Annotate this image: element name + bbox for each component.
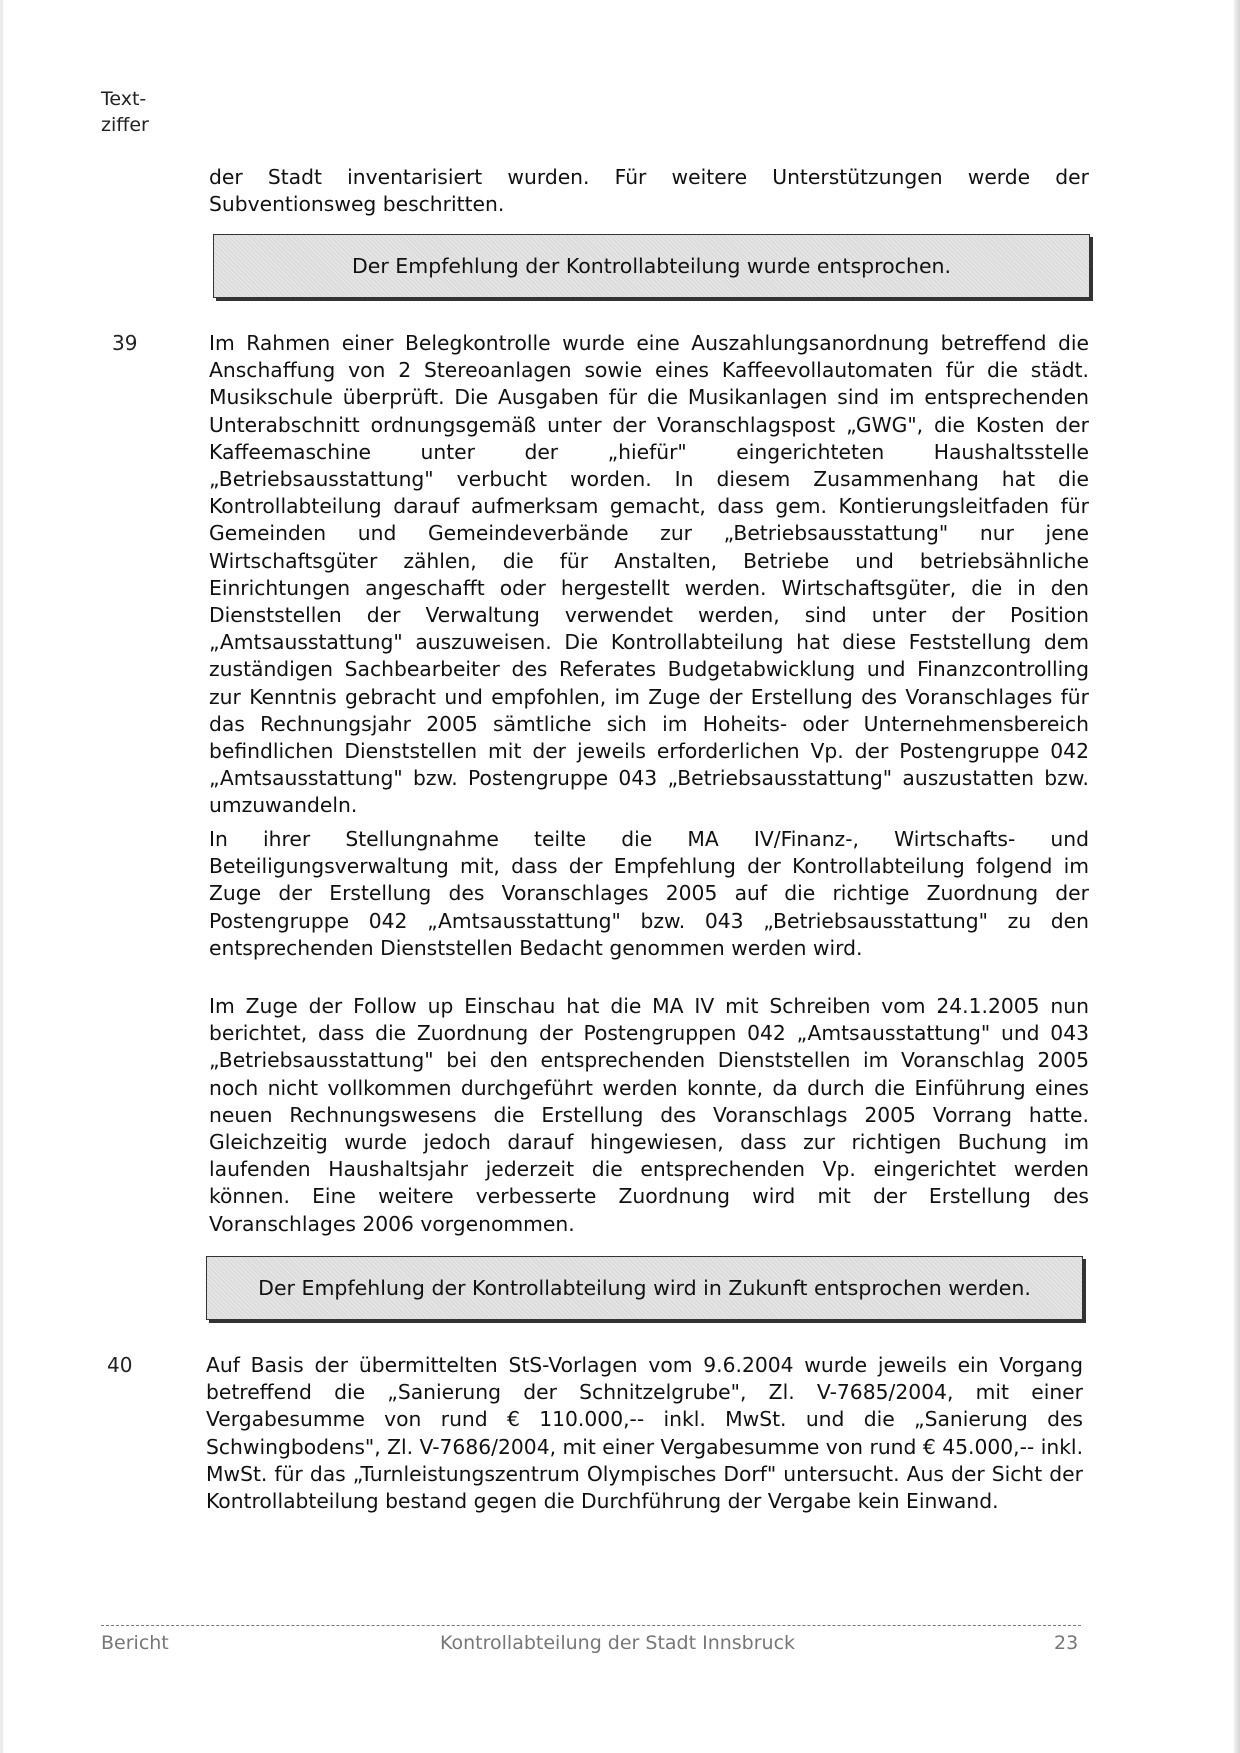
footer-center: Kontrollabteilung der Stadt Innsbruck: [440, 1632, 796, 1654]
paragraph-39-a: Im Rahmen einer Belegkontrolle wurde eine Auszahlungsanordnung betreffend die Anschaffung von 2 Stereoanlagen sowie eines Kaffeevollautomaten für die städt. Musikschule überprüft. Die Ausgaben für die Musikanlagen sind im entsprechenden Unterabschnitt ordnungsgemäß unter der Voranschlagspost „GWG", die Kosten der Kaffeemaschine unter der „hiefür" eingerichteten Haushaltsstelle „Betriebsausstattung" verbucht worden. In diesem Zusammenhang hat die Kontrollabteilung darauf aufmerksam gemacht, dass gem. Kontierungsleitfaden für Gemeinden und Gemeindeverbände zur „Betriebsausstattung" nur jene Wirtschaftsgüter zählen, die für Anstalten, Betriebe und betriebsähnliche Einrichtungen angeschafft oder hergestellt werden. Wirtschaftsgüter, die in den Dienststellen der Verwaltung verwendet werden, sind unter der Position „Amtsausstattung" auszuweisen. Die Kontrollabteilung hat diese Feststellung dem zuständigen Sachbearbeiter des Referates Budgetabwicklung und Finanzcontrolling zur Kenntnis gebracht und empfohlen, im Zuge der Erstellung des Voranschlages für das Rechnungsjahr 2005 sämtliche sich im Hoheits- oder Unternehmensbereich befindlichen Dienststellen mit der jeweils erforderlichen Vp. der Postengruppe 042 „Amtsausstattung" bzw. Postengruppe 043 „Betriebsausstattung" auszustatten bzw. umzuwandeln.: [209, 331, 1089, 818]
scan-edge-left: [0, 0, 3, 1753]
paragraph-intro: der Stadt inventarisiert wurden. Für weitere Unterstützungen werde der Subventionsweg beschritten.: [209, 165, 1089, 217]
textziffer-40: 40: [107, 1353, 133, 1377]
textziffer-label: Text- ziffer: [101, 88, 149, 136]
footer-divider: [101, 1625, 1081, 1626]
recommendation-box-1-text: Der Empfehlung der Kontrollabteilung wurde entsprochen.: [351, 254, 952, 278]
paragraph-39-c: Im Zuge der Follow up Einschau hat die MA IV mit Schreiben vom 24.1.2005 nun berichtet, dass die Zuordnung der Postengruppen 042 „Amtsausstattung" und 043 „Betriebsausstattung" bei den entsprechenden Dienststellen im Voranschlag 2005 noch nicht vollkommen durchgeführt werden konnte, da durch die Einführung eines neuen Rechnungswesens die Erstellung des Voranschlags 2005 Vorrang hatte. Gleichzeitig wurde jedoch darauf hingewiesen, dass zur richtigen Buchung im laufenden Haushaltsjahr jederzeit die entsprechenden Vp. eingerichtet werden können. Eine weitere verbesserte Zuordnung wird mit der Erstellung des Voranschlages 2006 vorgenommen.: [209, 994, 1089, 1236]
paragraph-40: Auf Basis der übermittelten StS-Vorlagen vom 9.6.2004 wurde jeweils ein Vorgang betreffend die „Sanierung der Schnitzelgrube", Zl. V-7685/2004, mit einer Vergabesumme von rund € 110.000,-- inkl. MwSt. und die „Sanierung des Schwingbodens", Zl. V-7686/2004, mit einer Vergabesumme von rund € 45.000,-- inkl. MwSt. für das „Turnleistungszentrum Olympisches Dorf" untersucht. Aus der Sicht der Kontrollabteilung bestand gegen die Durchführung der Vergabe kein Einwand.: [206, 1353, 1084, 1514]
paragraph-39-b: In ihrer Stellungnahme teilte die MA IV/Finanz-, Wirtschafts- und Beteiligungsverwaltung mit, dass der Empfehlung der Kontrollabteilung folgend im Zuge der Erstellung des Voranschlages 2005 auf die richtige Zuordnung der Postengruppe 042 „Amtsausstattung" bzw. 043 „Betriebsausstattung" zu den entsprechenden Dienststellen Bedacht genommen werden wird.: [209, 827, 1089, 960]
textziffer-39: 39: [112, 331, 138, 355]
recommendation-box-2: [206, 1256, 1083, 1320]
recommendation-box-2-text: Der Empfehlung der Kontrollabteilung wird in Zukunft entsprochen werden.: [258, 1276, 1031, 1300]
page-number: 23: [1054, 1632, 1079, 1654]
scan-edge-right: [1234, 0, 1240, 1753]
footer-left: Bericht: [101, 1632, 169, 1654]
recommendation-box-1: [213, 234, 1090, 298]
